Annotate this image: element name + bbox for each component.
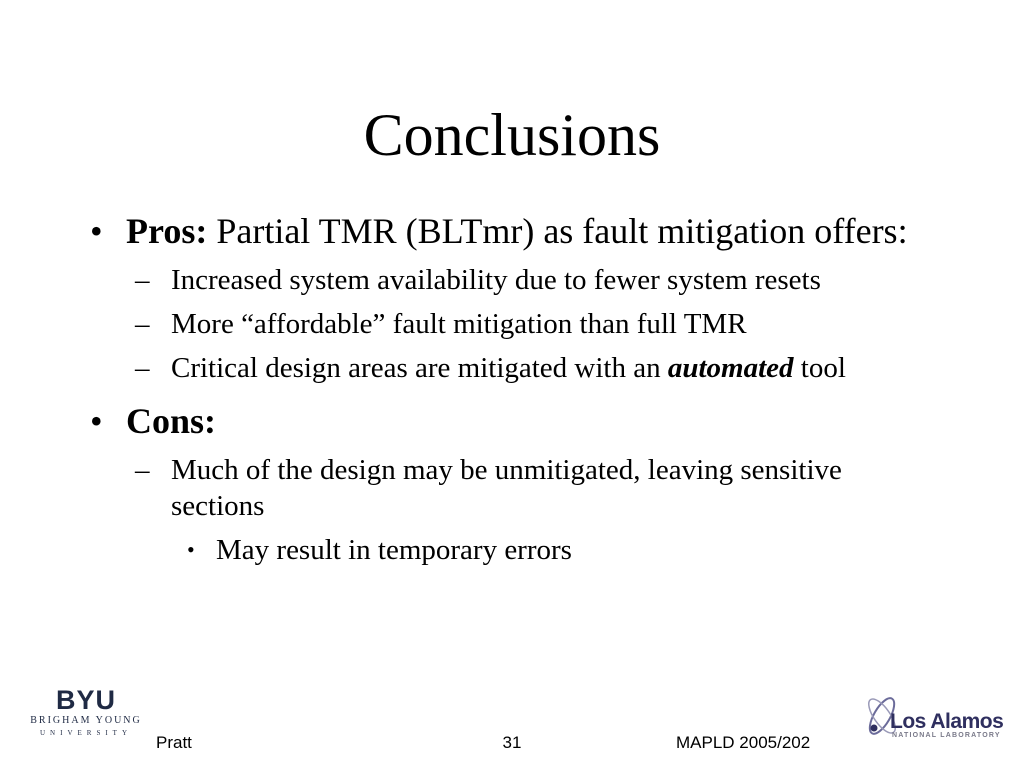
bullet-icon: • [187, 537, 195, 562]
sub-bullet-text: Critical design areas are mitigated with an [171, 352, 668, 384]
byu-logo-mark: BYU [55, 685, 116, 715]
sub-bullet-text: Increased system availability due to fewer system resets [171, 264, 821, 296]
slide-body [80, 210, 960, 568]
bullet-icon: • [90, 401, 103, 441]
dash-icon: – [135, 454, 150, 486]
dash-icon: – [135, 352, 150, 384]
sub-bullet-text: More “affordable” fault mitigation than full TMR [171, 308, 747, 340]
dash-icon: – [135, 308, 150, 340]
national-laboratory-text: NATIONAL LABORATORY [892, 732, 1001, 739]
los-alamos-wordmark: Los Alamos [890, 710, 1004, 733]
pros-text: Partial TMR (BLTmr) as fault mitigation offers: [207, 211, 908, 251]
footer-author: Pratt [156, 733, 192, 752]
byu-logo-line1: BRIGHAM YOUNG [30, 715, 142, 726]
dash-icon: – [135, 264, 150, 296]
sub-sub-bullet-text: May result in temporary errors [216, 534, 572, 566]
cons-heading: Cons: [126, 401, 217, 441]
footer-conference: MAPLD 2005/202 [676, 733, 811, 752]
byu-logo-line2: UNIVERSITY [40, 729, 132, 737]
bullet-cons [80, 400, 960, 442]
footer-page-number: 31 [502, 733, 522, 752]
emphasis-automated: automated [667, 352, 794, 384]
bullet-icon: • [90, 211, 103, 251]
sub-bullet-text: Much of the design may be unmitigated, leaving sensitive sections [171, 454, 842, 522]
sub-bullet-text-after: tool [793, 352, 846, 384]
bullet-pros [80, 210, 960, 252]
los-alamos-logo [862, 690, 1002, 746]
pros-heading: Pros: [126, 211, 208, 251]
byu-logo [30, 686, 142, 746]
sub-bullet-availability [80, 262, 960, 298]
sub-bullet-automated [80, 350, 960, 386]
sub-sub-bullet-temporary-errors [80, 532, 960, 568]
sub-bullet-unmitigated [80, 452, 871, 524]
sub-bullet-affordable [80, 306, 960, 342]
slide-title: Conclusions [363, 102, 661, 168]
